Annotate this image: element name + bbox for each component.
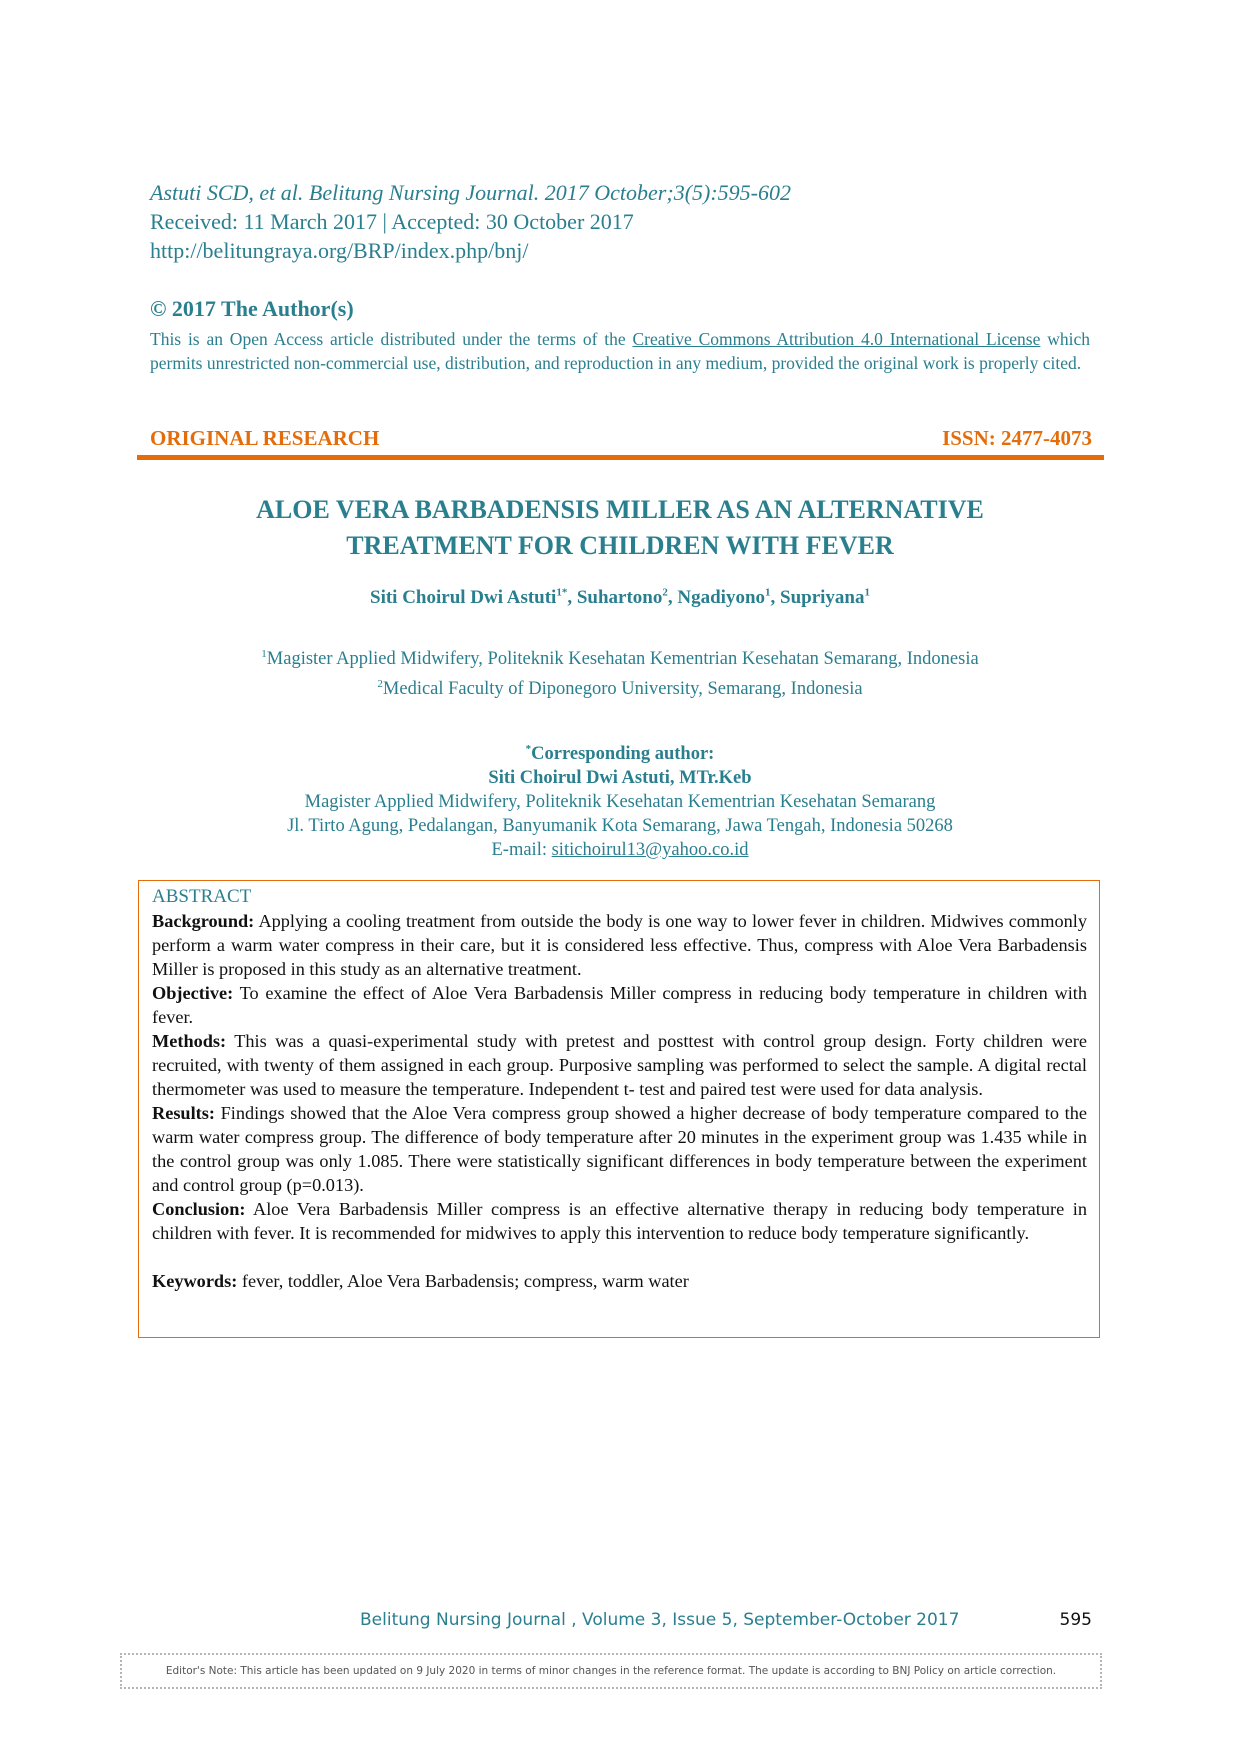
author: Suhartono$^2$, [576, 587, 678, 609]
abstract-keywords: Keywords: fever, toddler, Aloe Vera Barbadensis; compress, warm water [152, 1271, 689, 1291]
corresponding-address: Jl. Tirto Agung, Pedalangan, Banyumanik Kota Semarang, Jawa Tengah, Indonesia 50268 [287, 816, 953, 837]
abstract-background: Background: Applying a cooling treatment from outside the body is one way to lower fever in children. Midwives commonly perform a warm water compress in their care, but it is considered less effective. Thus, compress with Aloe Vera Barbadensis Miller is proposed in this study as an alternative treatment. [152, 911, 1087, 979]
page-number: 595 [1059, 1610, 1092, 1630]
corresponding-author [150, 737, 1090, 862]
copyright-block [150, 295, 1090, 375]
abstract-conclusion: Conclusion: Aloe Vera Barbadensis Miller compress is an effective alternative therapy in reducing body temperature in children with fever. It is recommended for midwives to apply this intervention to reduce body temperature significantly. [152, 1199, 1087, 1243]
affiliation: $^1$Magister Applied Midwifery, Politeknik Kesehatan Kementrian Kesehatan Semarang, Indonesia [261, 648, 979, 670]
abstract-box [138, 880, 1100, 1338]
article-header [150, 178, 1090, 265]
journal-url[interactable]: http://belitungraya.org/BRP/index.php/bnj/ [150, 238, 529, 263]
license-link[interactable]: Creative Commons Attribution 4.0 International License [632, 329, 1041, 349]
affiliation: $^2$Medical Faculty of Diponegoro University, Semarang, Indonesia [377, 678, 863, 700]
abstract-objective: Objective: To examine the effect of Aloe Vera Barbadensis Miller compress in reducing body temperature in children with fever. [152, 983, 1087, 1027]
article-title: ALOE VERA BARBADENSIS MILLER AS AN ALTERNATIVE TREATMENT FOR CHILDREN WITH FEVER [256, 495, 984, 560]
corresponding-email: E-mail: sitichoirul13@yahoo.co.id [491, 840, 749, 861]
footer-journal: Belitung Nursing Journal , Volume 3, Issue 5, September-October 2017 [360, 1610, 960, 1630]
author: Siti Choirul Dwi Astuti$^{1*}$, [370, 587, 577, 609]
editor-note: Editor's Note: This article has been updated on 9 July 2020 in terms of minor changes in the reference format. The update is according to BNJ Policy on article correction. [120, 1653, 1102, 1689]
affiliations [150, 642, 1090, 702]
corresponding-institution: Magister Applied Midwifery, Politeknik Kesehatan Kementrian Kesehatan Semarang [304, 792, 936, 813]
email-link[interactable]: sitichoirul13@yahoo.co.id [551, 840, 749, 861]
article-type: ORIGINAL RESEARCH [150, 426, 380, 450]
copyright-heading: © 2017 The Author(s) [150, 296, 354, 321]
article-type-bar [150, 426, 1092, 451]
author: Ngadiyono$^1$, [677, 587, 781, 609]
section-divider [137, 455, 1104, 460]
corresponding-name: Siti Choirul Dwi Astuti, MTr.Keb [488, 768, 752, 789]
author: Supriyana$^1$ [780, 587, 870, 609]
author-list [150, 587, 1090, 609]
corresponding-label: *Corresponding author: [525, 743, 715, 765]
abstract-heading: ABSTRACT [152, 886, 252, 907]
citation: Astuti SCD, et al. Belitung Nursing Journal. 2017 October;3(5):595-602 [150, 180, 791, 205]
received-date: Received: 11 March 2017 | Accepted: 30 October 2017 [150, 209, 634, 234]
abstract-methods: Methods: This was a quasi-experimental study with pretest and posttest with control group design. Forty children were recruited, with twenty of them assigned in each group. Purposive sampling was performed to select the sample. A digital rectal thermometer was used to measure the temperature. Independent t- test and paired test were used for data analysis. [152, 1031, 1087, 1099]
issn: ISSN: 2477-4073 [942, 426, 1092, 450]
abstract-results: Results: Findings showed that the Aloe Vera compress group showed a higher decrease of body temperature compared to the warm water compress group. The difference of body temperature after 20 minutes in the experiment group was 1.435 while in the control group was only 1.085. There were statistically significant differences in body temperature between the experiment and control group (p=0.013). [152, 1103, 1087, 1195]
license-text: This is an Open Access article distributed under the terms of the Creative Commons Attribution 4.0 International License which permits unrestricted non-commercial use, distribution, and reproduction in any medium, provided the original work is properly cited. [150, 329, 1090, 373]
